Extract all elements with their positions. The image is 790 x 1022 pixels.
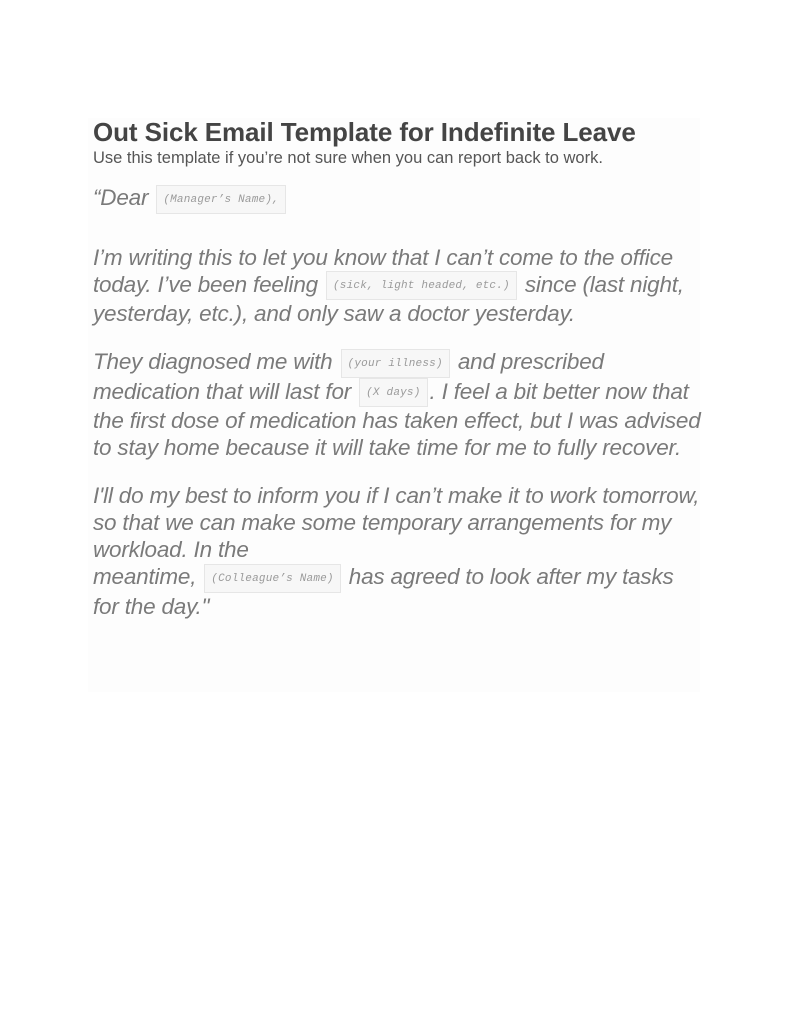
paragraph-symptoms-text-1: I’m writing this to let you know that I can’t come to the office today. I’ve been feeling xyxy=(93,244,673,297)
colleague-name-placeholder: (Colleague’s Name) xyxy=(204,564,340,593)
paragraph-arrangements-text-1: I'll do my best to inform you if I can’t make it to work tomorrow, so that we can make some temporary arrangements for my workload. In the xyxy=(93,483,700,563)
paragraph-diagnosis-text-3: . I feel a bit better now that the first dose of medication has taken effect, but I was advised to stay home because it will take time for me to fully recover. xyxy=(93,378,701,461)
greeting-text: “Dear xyxy=(93,185,155,210)
paragraph-symptoms-text-2: since (last night, yesterday, etc.), and only saw a doctor yesterday. xyxy=(93,271,684,327)
days-placeholder: (X days) xyxy=(359,378,427,407)
paragraph-diagnosis-text-2: and prescribed medication that will last for xyxy=(93,349,604,404)
page-subtitle: Use this template if you’re not sure when you can report back to work. xyxy=(93,149,603,167)
illness-placeholder: (your illness) xyxy=(341,349,450,378)
symptoms-placeholder: (sick, light headed, etc.) xyxy=(326,271,517,300)
document-content xyxy=(93,116,703,641)
paragraph-symptoms xyxy=(93,244,703,328)
manager-name-placeholder: (Manager’s Name), xyxy=(156,185,286,214)
paragraph-arrangements-text-1b: meantime, xyxy=(93,564,203,590)
page-title: Out Sick Email Template for Indefinite Leave xyxy=(93,117,636,147)
paragraph-arrangements xyxy=(93,482,703,620)
paragraph-diagnosis xyxy=(93,348,703,461)
greeting-paragraph xyxy=(93,184,703,214)
paragraph-arrangements-text-2: has agreed to look after my tasks for the day." xyxy=(93,564,674,619)
paragraph-diagnosis-text-1: They diagnosed me with xyxy=(93,349,339,375)
